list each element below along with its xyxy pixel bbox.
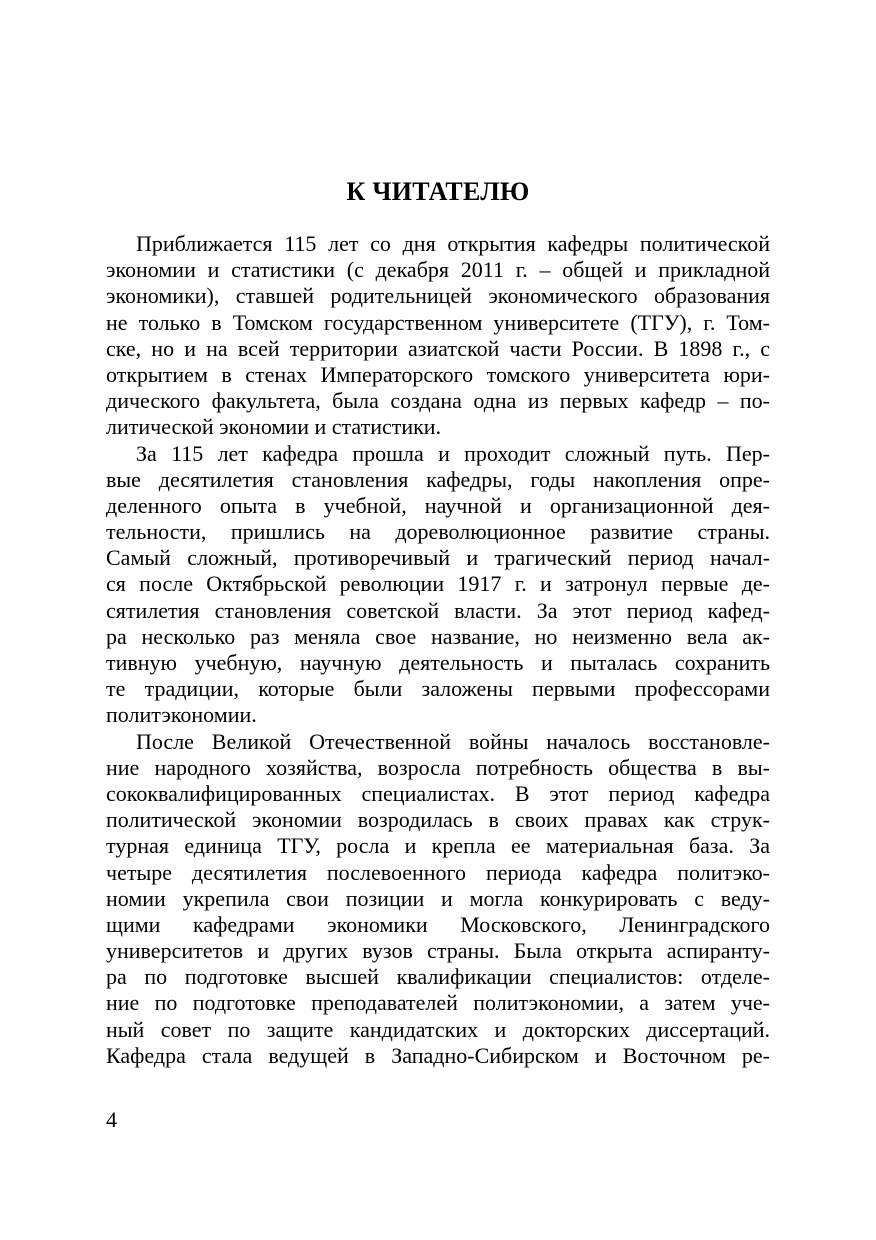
paragraph xyxy=(106,441,770,729)
text-line: политэкономии. xyxy=(106,702,257,728)
text-line: ра по подготовке высшей квалификации специалистов: отделе- xyxy=(106,964,770,990)
page-title: К ЧИТАТЕЛЮ xyxy=(346,177,530,206)
text-line: четыре десятилетия послевоенного периода кафедра политэко- xyxy=(106,859,770,885)
text-line: экономии и статистики (с декабря 2011 г. – общей и прикладной xyxy=(106,257,770,283)
text-line: вые десятилетия становления кафедры, годы накопления опре- xyxy=(106,466,770,492)
text-line: сококвалифицированных специалистах. В этот период кафедра xyxy=(106,780,770,806)
text-line: ся после Октябрьской революции 1917 г. и затронул первые де- xyxy=(106,571,770,597)
text-line: Приближается 115 лет со дня открытия кафедры политической xyxy=(136,231,770,256)
text-line: ние народного хозяйства, возросла потребность общества в вы- xyxy=(106,754,770,780)
body-text xyxy=(106,231,770,1069)
text-line: политической экономии возродилась в своих правах как струк- xyxy=(106,807,770,833)
text-line: ра несколько раз меняла свое название, но неизменно вела ак- xyxy=(106,623,770,649)
text-line: щими кафедрами экономики Московского, Ленинградского xyxy=(106,911,770,937)
page-number: 4 xyxy=(106,1107,117,1132)
paragraph xyxy=(106,729,770,1069)
text-line: университетов и других вузов страны. Была открыта аспиранту- xyxy=(106,938,770,964)
text-line: тельности, пришлись на дореволюционное развитие страны. xyxy=(106,519,770,545)
text-line: экономики), ставшей родительницей экономического образования xyxy=(106,283,770,309)
paragraph xyxy=(106,231,770,441)
text-line: ске, но и на всей территории азиатской части России. В 1898 г., с xyxy=(106,335,770,361)
text-line: тивную учебную, научную деятельность и пыталась сохранить xyxy=(106,650,770,675)
text-line: не только в Томском государственном университете (ТГУ), г. Том- xyxy=(106,309,770,335)
text-line: сятилетия становления советской власти. За этот период кафед- xyxy=(106,597,770,623)
text-line: дического факультета, была создана одна из первых кафедр – по- xyxy=(106,388,770,414)
text-line: ние по подготовке преподавателей политэкономии, а затем уче- xyxy=(106,990,770,1016)
text-line: После Великой Отечественной войны началось восстановле- xyxy=(136,728,770,754)
text-line: литической экономии и статистики. xyxy=(106,414,442,440)
text-line: Кафедра стала ведущей в Западно-Сибирском и Восточном ре- xyxy=(106,1042,770,1068)
text-line: открытием в стенах Императорского томского университета юри- xyxy=(106,361,770,387)
text-line: номии укрепила свои позиции и могла конкурировать с веду- xyxy=(106,885,770,911)
text-line: деленного опыта в учебной, научной и организационной дея- xyxy=(106,492,770,518)
text-line: За 115 лет кафедра прошла и проходит сложный путь. Пер- xyxy=(136,440,770,466)
text-line: те традиции, которые были заложены первыми профессорами xyxy=(106,676,770,702)
text-line: ный совет по защите кандидатских и докторских диссертаций. xyxy=(106,1016,770,1042)
text-line: турная единица ТГУ, росла и крепла ее материальная база. За xyxy=(106,833,770,859)
text-line: Самый сложный, противоречивый и трагический период начал- xyxy=(106,545,770,571)
